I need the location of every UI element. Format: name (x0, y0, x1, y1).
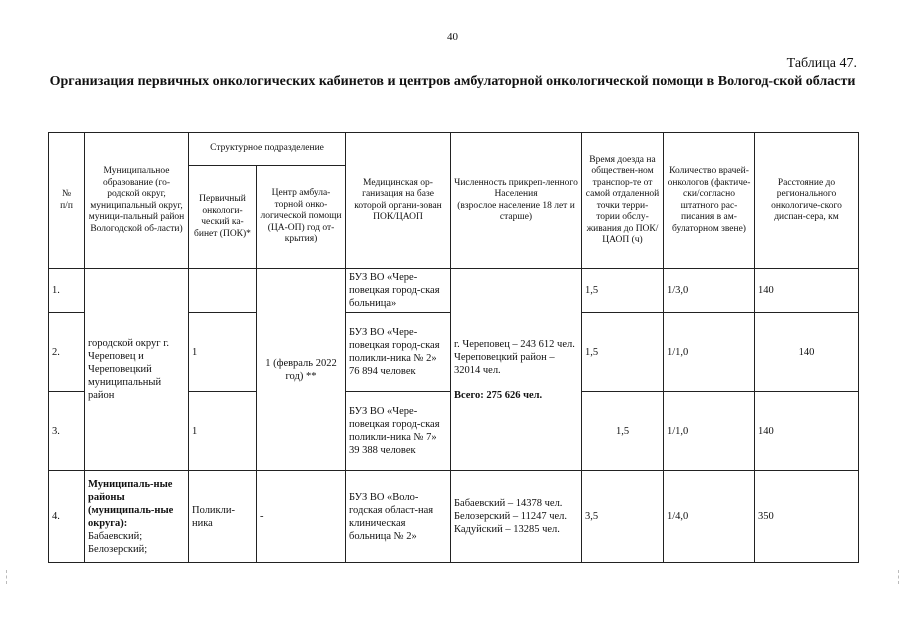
row-pok: 1 (189, 313, 257, 392)
row-travel-time: 1,5 (582, 269, 664, 313)
oncology-table (48, 132, 859, 563)
row-municipality (85, 471, 189, 563)
row-caop: - (257, 471, 346, 563)
left-edge-mark (6, 570, 8, 584)
page-number: 40 (447, 31, 458, 43)
header-structural-unit: Структурное подразделение (189, 133, 346, 166)
right-edge-mark (898, 570, 900, 584)
header-population: Численность прикреп-ленного Населения (взрослое население 18 лет и старше) (451, 133, 582, 269)
row-medical-organization: БУЗ ВО «Воло-годская област-ная клиническая больница № 2» (346, 471, 451, 563)
row-medical-organization: БУЗ ВО «Чере-повецкая город-ская больница» (346, 269, 451, 313)
header-municipality: Муниципальное образование (го-родской округ, муниципальный округ, муници-пальный район Вологодской об-ласти) (85, 133, 189, 269)
row-pok: 1 (189, 392, 257, 471)
header-distance: Расстояние до регионального онкологиче-ского диспан-сера, км (755, 133, 859, 269)
municipality-list: Бабаевский; Белозерский; (88, 530, 148, 555)
row-population: Бабаевский – 14378 чел. Белозерский – 11247 чел. Кадуйский – 13285 чел. (451, 471, 582, 563)
row-doctors: 1/1,0 (664, 392, 755, 471)
row-travel-time: 1,5 (582, 392, 664, 471)
table-row (49, 269, 859, 313)
row-population (451, 269, 582, 471)
row-travel-time: 1,5 (582, 313, 664, 392)
row-doctors: 1/3,0 (664, 269, 755, 313)
header-doctors: Количество врачей-онкологов (фактиче-ски/согласно штатного рас-писания в ам-булаторном звене) (664, 133, 755, 269)
municipality-heading: Муниципаль-ные районы (муниципаль-ные округа): (88, 478, 174, 529)
row-pok: Поликли-ника (189, 471, 257, 563)
row-caop: 1 (февраль 2022 год) ** (257, 269, 346, 471)
header-medical-organization: Медицинская ор-ганизация на базе которой органи-зован ПОК/ЦАОП (346, 133, 451, 269)
header-num: № п/п (49, 133, 85, 269)
row-distance: 350 (755, 471, 859, 563)
row-num: 3. (49, 392, 85, 471)
row-travel-time: 3,5 (582, 471, 664, 563)
population-breakdown: г. Череповец – 243 612 чел. Череповецкий район – 32014 чел. (454, 338, 575, 376)
row-num: 1. (49, 269, 85, 313)
row-pok (189, 269, 257, 313)
row-distance: 140 (755, 313, 859, 392)
row-distance: 140 (755, 269, 859, 313)
header-pok: Первичный онкологи-ческий ка-бинет (ПОК)* (189, 166, 257, 269)
row-num: 4. (49, 471, 85, 563)
table-caption: Таблица 47. (786, 56, 857, 71)
document-title: Организация первичных онкологических кабинетов и центров амбулаторной онкологической помощи в Вологод-ской области (49, 74, 856, 89)
row-num: 2. (49, 313, 85, 392)
population-total: Всего: 275 626 чел. (454, 389, 543, 401)
row-medical-organization: БУЗ ВО «Чере-повецкая город-ская поликли-ника № 7» 39 388 человек (346, 392, 451, 471)
row-municipality: городской округ г. Череповец и Череповецкий муниципальный район (85, 269, 189, 471)
table-row (49, 471, 859, 563)
row-doctors: 1/4,0 (664, 471, 755, 563)
row-doctors: 1/1,0 (664, 313, 755, 392)
header-travel-time: Время доезда на обществен-ном транспор-те от самой отдаленной точки терри-тории обслу-живания до ПОК/ЦАОП (ч) (582, 133, 664, 269)
row-distance: 140 (755, 392, 859, 471)
row-medical-organization: БУЗ ВО «Чере-повецкая город-ская поликли-ника № 2» 76 894 человек (346, 313, 451, 392)
header-caop: Центр амбула-торной онко-логической помощи (ЦА-ОП) год от-крытия) (257, 166, 346, 269)
